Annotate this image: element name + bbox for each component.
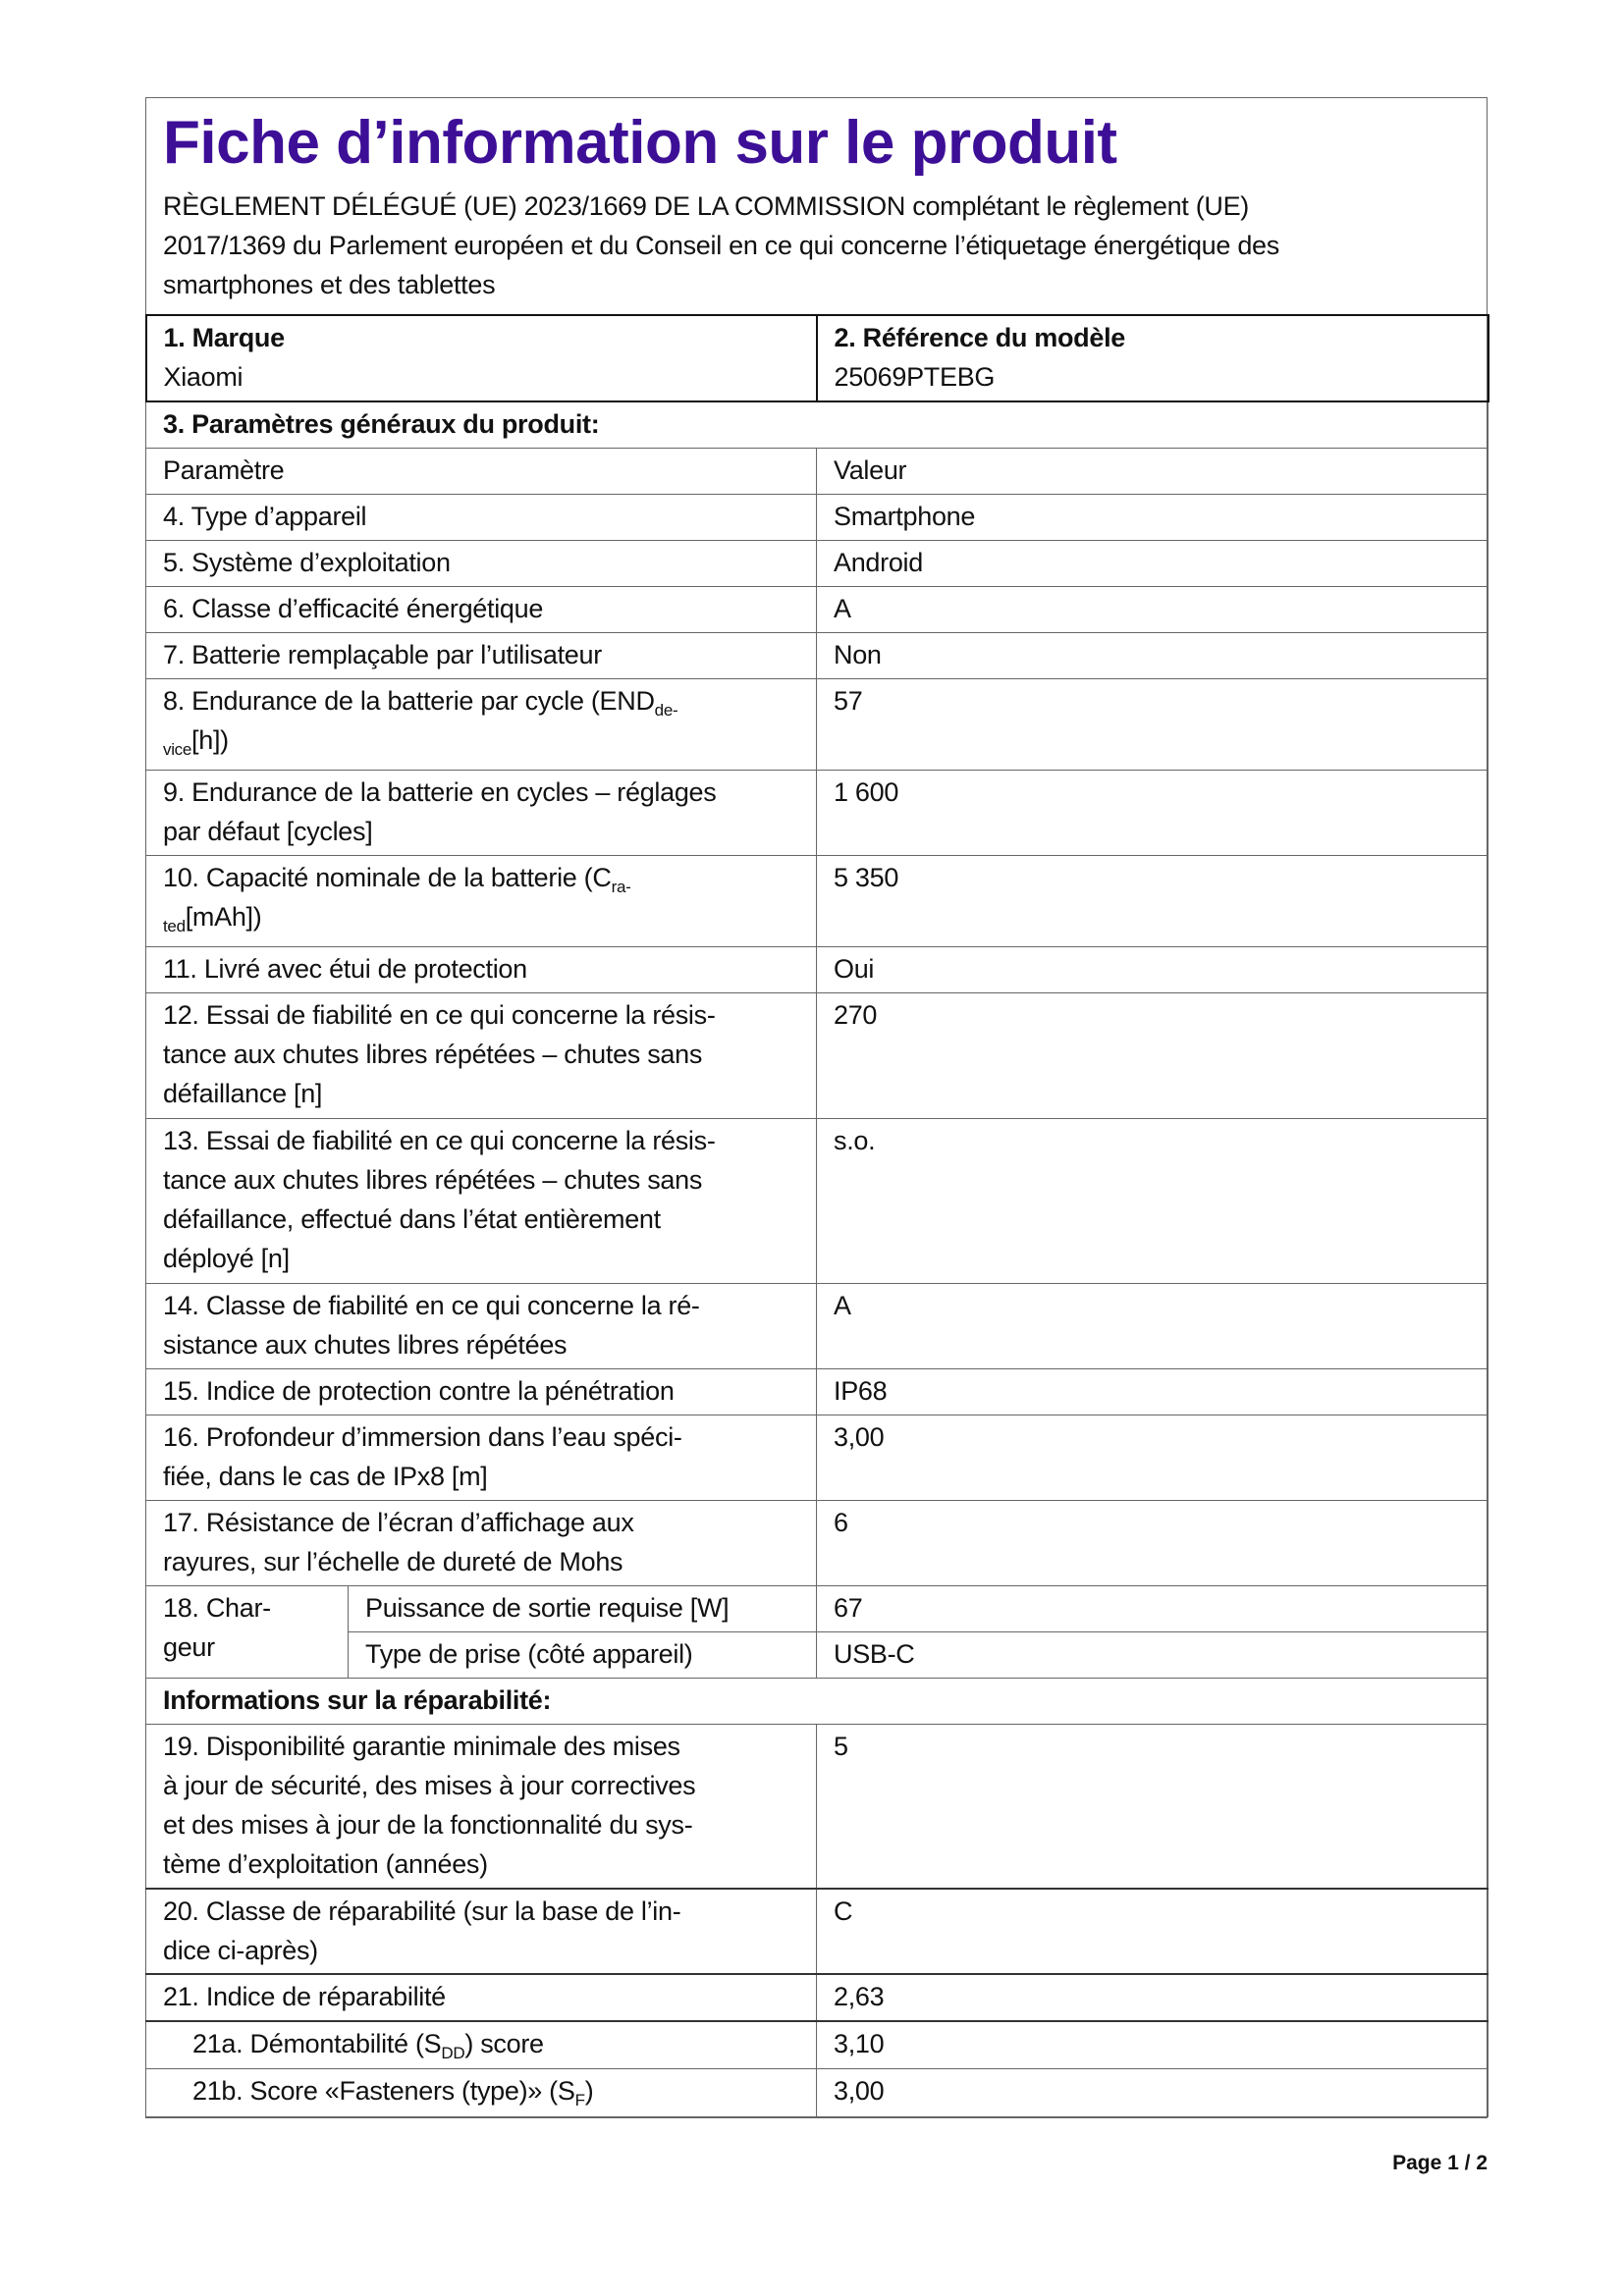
table-row bbox=[146, 1974, 1489, 2021]
table-header-row bbox=[146, 448, 1489, 494]
row-label: 11. Livré avec étui de protection bbox=[146, 946, 817, 992]
table-row bbox=[146, 992, 1489, 1118]
label-tail: ) score bbox=[464, 2029, 544, 2058]
row-label bbox=[146, 678, 817, 770]
subscript: de- bbox=[654, 700, 678, 720]
table-row bbox=[146, 1415, 1489, 1500]
table-row bbox=[146, 540, 1489, 586]
charger-plug-label: Type de prise (côté appareil) bbox=[349, 1631, 817, 1678]
table-row bbox=[146, 1118, 1489, 1283]
label-text: 21b. Score «Fasteners (type)» (S bbox=[192, 2075, 575, 2106]
row-value: IP68 bbox=[817, 1368, 1489, 1415]
subscript: vice bbox=[163, 739, 192, 759]
row-value: 5 350 bbox=[817, 855, 1489, 946]
table-row bbox=[146, 1724, 1489, 1889]
subscript: ted bbox=[163, 916, 186, 935]
row-value: Oui bbox=[817, 946, 1489, 992]
label-text: 10. Capacité nominale de la batterie (C bbox=[163, 862, 612, 892]
table-row bbox=[146, 678, 1489, 770]
table-row bbox=[146, 855, 1489, 946]
section-repair-heading: Informations sur la réparabilité: bbox=[146, 1678, 1489, 1724]
row-label: 16. Profondeur d’immersion dans l’eau spéci- fiée, dans le cas de IPx8 [m] bbox=[146, 1415, 817, 1500]
row-label: 13. Essai de fiabilité en ce qui concerne la résis- tance aux chutes libres répétées – chutes sans défaillance, effectué dans l’état entièrement déployé [n] bbox=[146, 1118, 817, 1283]
row-value: 5 bbox=[817, 1724, 1489, 1889]
row-value: s.o. bbox=[817, 1118, 1489, 1283]
row-value: Non bbox=[817, 632, 1489, 678]
row-value: 1 600 bbox=[817, 770, 1489, 855]
section-general-heading: 3. Paramètres généraux du produit: bbox=[146, 401, 1489, 448]
table-row bbox=[146, 1500, 1489, 1585]
brand-model-row bbox=[146, 315, 1489, 401]
row-value: C bbox=[817, 1889, 1489, 1974]
row-label: 9. Endurance de la batterie en cycles – réglages par défaut [cycles] bbox=[146, 770, 817, 855]
subscript: F bbox=[574, 2090, 585, 2109]
row-value: 2,63 bbox=[817, 1974, 1489, 2021]
charger-label: 18. Char- geur bbox=[146, 1585, 349, 1678]
row-value: Android bbox=[817, 540, 1489, 586]
charger-power-value: 67 bbox=[817, 1585, 1489, 1631]
row-label: 7. Batterie remplaçable par l’utilisateur bbox=[146, 632, 817, 678]
label-text: 21a. Démontabilité (S bbox=[192, 2029, 442, 2058]
sheet-header bbox=[146, 98, 1487, 314]
row-label: 6. Classe d’efficacité énergétique bbox=[146, 586, 817, 632]
subscript: ra- bbox=[611, 877, 631, 896]
table-row bbox=[146, 632, 1489, 678]
table-row bbox=[146, 770, 1489, 855]
label-tail: ) bbox=[584, 2075, 594, 2106]
row-value: 57 bbox=[817, 678, 1489, 770]
model-cell bbox=[817, 315, 1489, 401]
table-row bbox=[146, 586, 1489, 632]
product-parameters-table bbox=[145, 314, 1489, 2117]
row-label bbox=[146, 2068, 817, 2116]
row-value: 3,10 bbox=[817, 2021, 1489, 2068]
table-row bbox=[146, 946, 1489, 992]
table-row bbox=[146, 1889, 1489, 1974]
brand-cell bbox=[146, 315, 817, 401]
table-row bbox=[146, 2021, 1489, 2068]
charger-power-row bbox=[146, 1585, 1489, 1631]
row-value: A bbox=[817, 1283, 1489, 1368]
row-value: 270 bbox=[817, 992, 1489, 1118]
row-label bbox=[146, 855, 817, 946]
page-title: Fiche d’information sur le produit bbox=[163, 109, 1117, 177]
row-label: 5. Système d’exploitation bbox=[146, 540, 817, 586]
model-value: 25069PTEBG bbox=[834, 362, 996, 392]
table-row bbox=[146, 2068, 1489, 2116]
brand-value: Xiaomi bbox=[163, 362, 244, 392]
charger-plug-value: USB-C bbox=[817, 1631, 1489, 1678]
charger-power-label: Puissance de sortie requise [W] bbox=[349, 1585, 817, 1631]
row-label: 17. Résistance de l’écran d’affichage aux rayures, sur l’échelle de dureté de Mohs bbox=[146, 1500, 817, 1585]
regulation-reference: RÈGLEMENT DÉLÉGUÉ (UE) 2023/1669 DE LA COMMISSION complétant le règlement (UE) 2017/1369 du Parlement européen et du Conseil en ce qui concerne l’étiquetage énergétique des smartphones et des tablettes bbox=[163, 191, 1279, 299]
label-tail: [h]) bbox=[191, 724, 229, 755]
table-row bbox=[146, 1283, 1489, 1368]
row-value: 3,00 bbox=[817, 1415, 1489, 1500]
param-header: Paramètre bbox=[146, 448, 817, 494]
row-label bbox=[146, 2021, 817, 2068]
table-row bbox=[146, 494, 1489, 540]
row-value: 3,00 bbox=[817, 2068, 1489, 2116]
row-label: 12. Essai de fiabilité en ce qui concerne la résis- tance aux chutes libres répétées – chutes sans défaillance [n] bbox=[146, 992, 817, 1118]
charger-plug-row bbox=[146, 1631, 1489, 1678]
row-value: Smartphone bbox=[817, 494, 1489, 540]
row-label: 20. Classe de réparabilité (sur la base de l’in- dice ci-après) bbox=[146, 1889, 817, 1974]
label-tail: [mAh]) bbox=[185, 901, 262, 932]
label-text: 8. Endurance de la batterie par cycle (END bbox=[163, 685, 655, 716]
value-header: Valeur bbox=[817, 448, 1489, 494]
row-label: 21. Indice de réparabilité bbox=[146, 1974, 817, 2021]
row-value: 6 bbox=[817, 1500, 1489, 1585]
row-label: 14. Classe de fiabilité en ce qui concerne la ré- sistance aux chutes libres répétées bbox=[146, 1283, 817, 1368]
row-label: 19. Disponibilité garantie minimale des mises à jour de sécurité, des mises à jour correctives et des mises à jour de la fonctionnalité du sys- tème d’exploitation (années) bbox=[146, 1724, 817, 1889]
row-value: A bbox=[817, 586, 1489, 632]
model-label: 2. Référence du modèle bbox=[834, 323, 1126, 352]
brand-label: 1. Marque bbox=[163, 323, 285, 352]
product-information-sheet bbox=[145, 97, 1488, 2118]
row-label: 15. Indice de protection contre la pénétration bbox=[146, 1368, 817, 1415]
table-row bbox=[146, 1368, 1489, 1415]
page-number: Page 1 / 2 bbox=[1392, 2152, 1488, 2174]
row-label: 4. Type d’appareil bbox=[146, 494, 817, 540]
subscript: DD bbox=[441, 2044, 465, 2062]
